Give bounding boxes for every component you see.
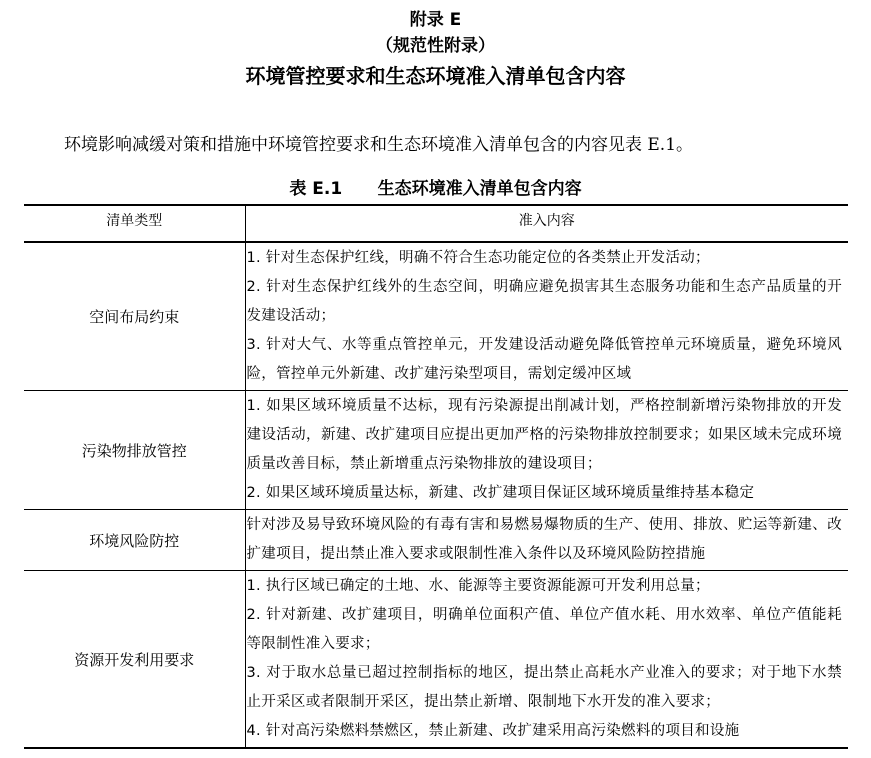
content-item: 3. 对于取水总量已超过控制指标的地区，提出禁止高耗水产业准入的要求；对于地下水禁止开采区或者限制开采区，提出禁止新增、限制地下水开发的准入要求； <box>246 665 842 710</box>
access-list-table <box>24 204 848 749</box>
row-content-spatial-layout <box>245 242 848 391</box>
row-type-pollutant-discharge: 污染物排放管控 <box>24 391 245 510</box>
table-row <box>24 571 848 749</box>
appendix-title: 环境管控要求和生态环境准入清单包含内容 <box>245 64 626 88</box>
appendix-normative-note: （规范性附录） <box>376 36 495 56</box>
appendix-label: 附录 E <box>409 10 462 30</box>
column-header-list-type: 清单类型 <box>24 205 245 242</box>
content-item: 1. 如果区域环境质量不达标，现有污染源提出削减计划，严格控制新增污染物排放的开发建设活动，新建、改扩建项目应提出更加严格的污染物排放控制要求；如果区域未完成环境质量改善目标，禁止新增重点污染物排放的建设项目； <box>246 398 842 472</box>
row-type-spatial-layout: 空间布局约束 <box>24 242 245 391</box>
table-row <box>24 242 848 391</box>
content-item: 1. 针对生态保护红线，明确不符合生态功能定位的各类禁止开发活动； <box>246 250 710 266</box>
column-header-access-content: 准入内容 <box>245 205 848 242</box>
table-row <box>24 510 848 571</box>
content-item: 4. 针对高污染燃料禁燃区，禁止新建、改扩建采用高污染燃料的项目和设施 <box>246 723 740 739</box>
content-item: 3. 针对大气、水等重点管控单元，开发建设活动避免降低管控单元环境质量，避免环境风险，管控单元外新建、改扩建污染型项目，需划定缓冲区域 <box>246 337 842 382</box>
table-header-row <box>24 205 848 242</box>
content-item: 2. 针对生态保护红线外的生态空间，明确应避免损害其生态服务功能和生态产品质量的开发建设活动； <box>246 279 842 324</box>
content-item: 2. 如果区域环境质量达标，新建、改扩建项目保证区域环境质量维持基本稳定 <box>246 485 755 501</box>
row-type-resource-utilization: 资源开发利用要求 <box>24 571 245 749</box>
row-content-pollutant-discharge <box>245 391 848 510</box>
content-item: 针对涉及易导致环境风险的有毒有害和易燃易爆物质的生产、使用、排放、贮运等新建、改扩建项目，提出禁止准入要求或限制性准入条件以及环境风险防控措施 <box>246 517 842 562</box>
row-content-resource-utilization <box>245 571 848 749</box>
row-type-environmental-risk: 环境风险防控 <box>24 510 245 571</box>
content-item: 1. 执行区域已确定的土地、水、能源等主要资源能源可开发利用总量； <box>246 578 710 594</box>
table-row <box>24 391 848 510</box>
content-item: 2. 针对新建、改扩建项目，明确单位面积产值、单位产值水耗、用水效率、单位产值能耗等限制性准入要求； <box>246 607 842 652</box>
intro-paragraph: 环境影响减缓对策和措施中环境管控要求和生态环境准入清单包含的内容见表 E.1。 <box>64 135 694 155</box>
row-content-environmental-risk <box>245 510 848 571</box>
table-caption: 表 E.1 生态环境准入清单包含内容 <box>289 179 582 199</box>
